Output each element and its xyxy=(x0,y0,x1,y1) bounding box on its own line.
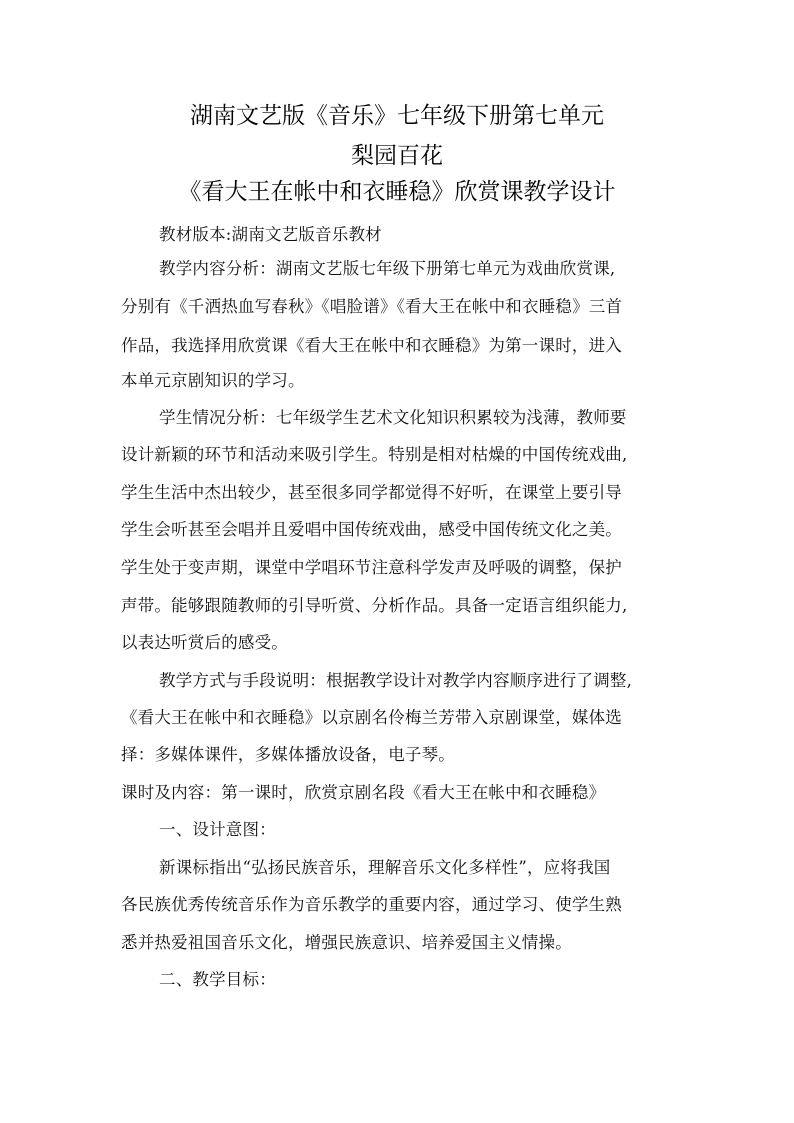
text-line-4: 作品，我选择用欣赏课《看大王在帐中和衣睡稳》为第一课时，进入 xyxy=(121,336,622,355)
text-line-7: 设计新颖的环节和活动来吸引学生。特别是相对枯燥的中国传统戏曲, xyxy=(121,445,628,464)
text-line-9: 学生会听甚至会唱并且爱唱中国传统戏曲，感受中国传统文化之美。 xyxy=(121,520,622,539)
text-line-6: 学生情况分析：七年级学生艺术文化知识积累较为浅薄，教师要 xyxy=(159,408,627,427)
text-line-10: 学生处于变声期，课堂中学唱环节注意科学发声及呼吸的调整，保护 xyxy=(121,558,622,577)
text-line-19: 各民族优秀传统音乐作为音乐教学的重要内容，通过学习、使学生熟 xyxy=(121,895,622,914)
text-line-16: 课时及内容：第一课时，欣赏京剧名段《看大王在帐中和衣睡稳》 xyxy=(121,783,606,802)
title-line-2: 梨园百花 xyxy=(351,143,443,169)
text-line-5: 本单元京剧知识的学习。 xyxy=(121,371,305,390)
text-line-12: 以表达听赏后的感受。 xyxy=(121,633,288,652)
text-line-17: 一、设计意图： xyxy=(159,820,276,839)
text-line-21: 二、教学目标： xyxy=(159,970,276,989)
text-line-11: 声带。能够跟随教师的引导听赏、分析作品。具备一定语言组织能力, xyxy=(121,596,628,615)
text-line-20: 悉并热爱祖国音乐文化，增强民族意识、培养爱国主义情操。 xyxy=(121,933,572,952)
title-line-1: 湖南文艺版《音乐》七年级下册第七单元 xyxy=(190,103,604,129)
text-line-18: 新课标指出“弘扬民族音乐，理解音乐文化多样性”，应将我国 xyxy=(159,858,611,877)
text-line-8: 学生生活中杰出较少，甚至很多同学都觉得不好听，在课堂上要引导 xyxy=(121,483,622,502)
title-line-3: 《看大王在帐中和衣睡稳》欣赏课教学设计 xyxy=(178,179,616,205)
text-line-3: 分别有《千洒热血写春秋》《唱脸谱》《看大王在帐中和衣睡稳》三首 xyxy=(121,297,623,316)
text-line-1: 教材版本:湖南文艺版音乐教材 xyxy=(159,225,382,244)
text-line-2: 教学内容分析：湖南文艺版七年级下册第七单元为戏曲欣赏课, xyxy=(159,259,616,278)
text-line-14: 《看大王在帐中和衣睡稳》以京剧名伶梅兰芳带入京剧课堂，媒体选 xyxy=(121,708,622,727)
text-line-13: 教学方式与手段说明：根据教学设计对教学内容顺序进行了调整, xyxy=(159,671,633,690)
text-line-15: 择：多媒体课件，多媒体播放设备，电子琴。 xyxy=(121,745,455,764)
